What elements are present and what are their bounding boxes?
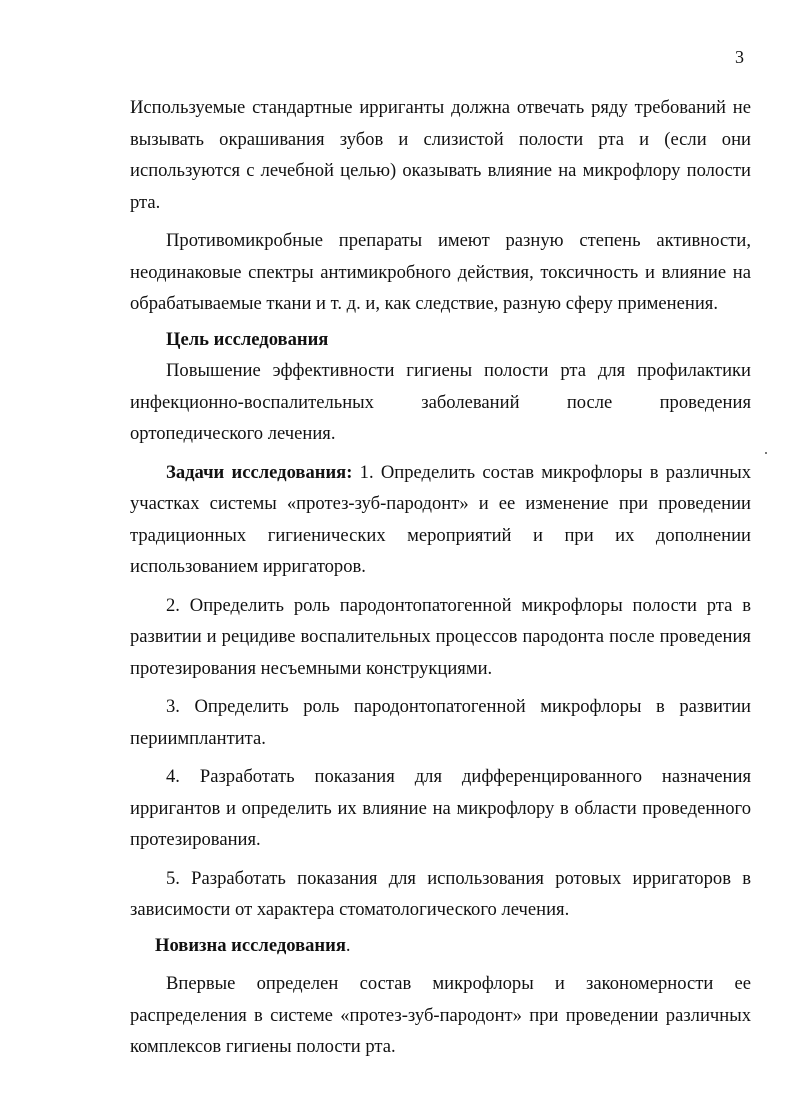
task-1-text: 1. Определить состав микрофлоры в различных участках системы «протез-зуб-пародонт» и ее изменение при проведении традиционных гигиенических мероприятий и при их дополнении использованием ирригаторов. <box>130 461 751 577</box>
heading-novelty: Новизна исследования <box>155 934 346 956</box>
heading-novelty-line <box>130 930 751 962</box>
heading-novelty-period: . <box>345 934 351 956</box>
paragraph-antimicrobial-drugs: Противомикробные препараты имеют разную степень активности, неодинаковые спектры антимикробного действия, токсичность и влияние на обрабатываемые ткани и т. д. и, как следствие, разную сферу применения. <box>130 230 751 314</box>
paragraph-task-3: 3. Определить роль пародонтопатогенной микрофлоры в развитии периимплантита. <box>130 696 751 749</box>
scan-speck <box>765 452 767 454</box>
heading-research-tasks: Задачи исследования: <box>166 461 353 483</box>
heading-research-goal: Цель исследования <box>166 328 329 350</box>
paragraph-task-5: 5. Разработать показания для использования ротовых ирригаторов в зависимости от характера стоматологического лечения. <box>130 867 751 920</box>
paragraph-irrigant-requirements: Используемые стандартные ирриганты должна отвечать ряду требований не вызывать окрашивания зубов и слизистой полости рта и (если они используются с лечебной целью) оказывать влияние на микрофлору полости рта. <box>130 97 751 213</box>
paragraph-research-goal: Повышение эффективности гигиены полости рта для профилактики инфекционно-воспалительных заболеваний после проведения ортопедического лечения. <box>130 360 751 444</box>
page-number: 3 <box>735 47 744 67</box>
paragraph-novelty: Впервые определен состав микрофлоры и закономерности ее распределения в системе «протез-зуб-пародонт» при проведении различных комплексов гигиены полости рта. <box>130 973 751 1057</box>
paragraph-task-4: 4. Разработать показания для дифференцированного назначения ирригантов и определить их влияние на микрофлору в области проведенного протезирования. <box>130 766 751 850</box>
paragraph-task-1 <box>130 457 751 583</box>
paragraph-task-2: 2. Определить роль пародонтопатогенной микрофлоры полости рта в развитии и рецидиве воспалительных процессов пародонта после проведения протезирования несъемными конструкциями. <box>130 594 751 679</box>
page-content <box>130 92 751 1063</box>
